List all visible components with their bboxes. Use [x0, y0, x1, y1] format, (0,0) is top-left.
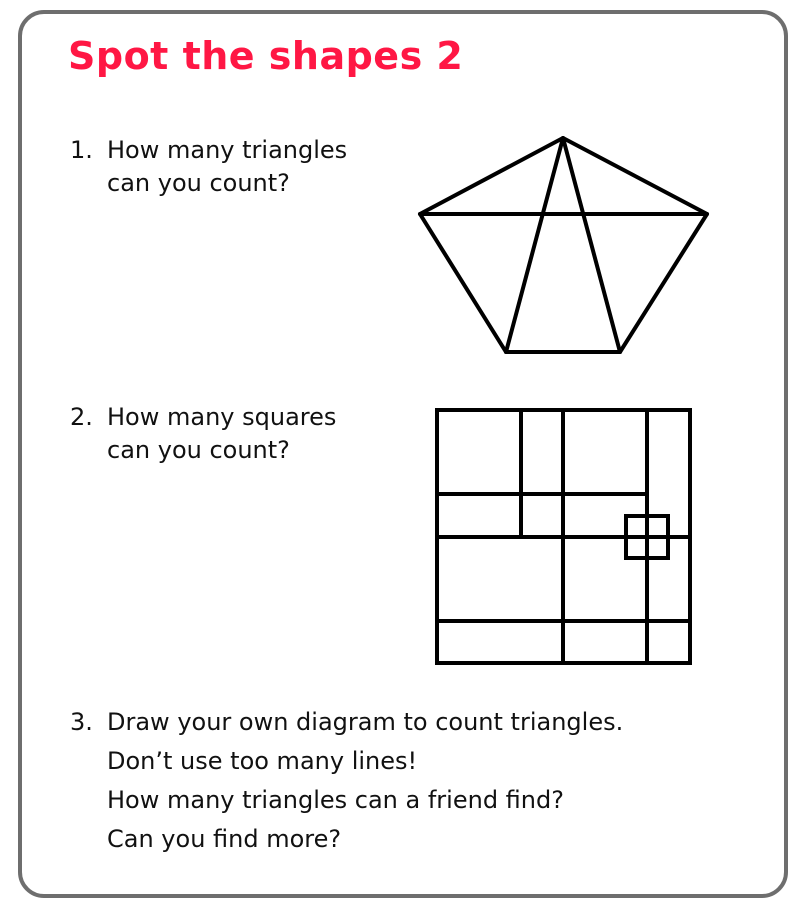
- question-number: 3.: [70, 708, 93, 736]
- question-line: Don’t use too many lines!: [107, 747, 418, 775]
- squares-grid-diagram: [437, 410, 690, 663]
- question-line: can you count?: [107, 436, 290, 464]
- page-title: Spot the shapes 2: [68, 34, 464, 78]
- question-number: 2.: [70, 403, 93, 431]
- question-line: How many triangles: [107, 136, 348, 164]
- pentagon-outline: [420, 138, 707, 352]
- question-line: How many squares: [107, 403, 337, 431]
- question-number: 1.: [70, 136, 93, 164]
- question-line: How many triangles can a friend find?: [107, 786, 564, 814]
- pentagon-triangle-diagram: [420, 138, 707, 352]
- pentagon-right-diagonal: [563, 138, 620, 352]
- question-line: can you count?: [107, 169, 290, 197]
- question-line: Draw your own diagram to count triangles.: [107, 708, 624, 736]
- question-line: Can you find more?: [107, 825, 342, 853]
- pentagon-left-diagonal: [506, 138, 563, 352]
